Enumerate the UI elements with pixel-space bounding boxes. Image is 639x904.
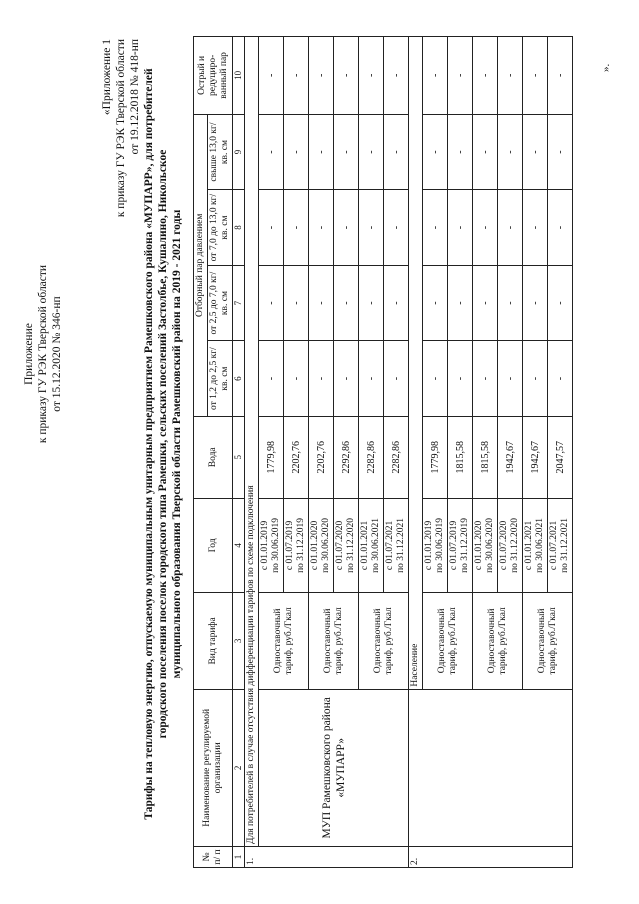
dash-cell: - (334, 265, 359, 341)
dash-cell: - (548, 265, 573, 341)
col-number: 8 (233, 190, 245, 266)
prior-appendix-line1: «Приложение 1 (101, 39, 113, 116)
dash-cell: - (384, 114, 409, 190)
dash-cell: - (259, 265, 284, 341)
section1-number: 1. (245, 847, 409, 868)
section1-heading-row (245, 37, 259, 868)
dash-cell: - (473, 190, 498, 266)
period-to: по 30.06.2021 (535, 517, 545, 573)
period-to: по 30.06.2021 (371, 517, 381, 573)
dash-cell: - (498, 37, 523, 115)
dash-cell: - (423, 341, 448, 417)
dash-cell: - (448, 341, 473, 417)
header-sharp-steam: Острый и редуциро- ванный пар (194, 37, 233, 115)
water-value: 2282,86 (359, 416, 384, 498)
water-value: 2202,76 (309, 416, 334, 498)
period (334, 498, 359, 592)
dash-cell: - (334, 37, 359, 115)
dash-cell: - (423, 190, 448, 266)
period-to: по 30.06.2020 (321, 517, 331, 573)
header-selected-steam: Отборный пар давлением (194, 114, 208, 416)
dash-cell: - (284, 190, 309, 266)
water-value: 2282,86 (384, 416, 409, 498)
prior-appendix-line2: к приказу ГУ РЭК Тверской области (115, 39, 127, 218)
period (473, 498, 498, 592)
period-from: с 01.07.2020 (499, 520, 509, 571)
dash-cell: - (498, 341, 523, 417)
dash-cell: - (448, 37, 473, 115)
tariff-type: Одноставочный тариф, руб./Гкал (473, 593, 523, 690)
appendix-header-line3: от 15.12.2020 № 346-нп (51, 296, 63, 412)
water-value: 1815,58 (448, 416, 473, 498)
tariff-type: Одноставочный тариф, руб./Гкал (309, 593, 359, 690)
period-from: с 01.07.2020 (335, 520, 345, 571)
water-value: 2047,57 (548, 416, 573, 498)
dash-cell: - (498, 114, 523, 190)
dash-cell: - (284, 265, 309, 341)
tariff-type: Одноставочный тариф, руб./Гкал (259, 593, 309, 690)
appendix-header-line2: к приказу ГУ РЭК Тверской области (37, 264, 49, 444)
dash-cell: - (284, 37, 309, 115)
dash-cell: - (473, 114, 498, 190)
tariff-type: Одноставочный тариф, руб./Гкал (523, 593, 573, 690)
dash-cell: - (473, 265, 498, 341)
header-pressure-1: от 1,2 до 2,5 кг/кв. см (208, 341, 233, 417)
col-number: 4 (233, 498, 245, 592)
title-line2: городского поселения поселок городского типа Рамешки, сельских поселений Застолбье, Кушалино, Никольское (157, 149, 169, 739)
col-number: 5 (233, 416, 245, 498)
period (498, 498, 523, 592)
period (523, 498, 548, 592)
water-value: 1942,67 (523, 416, 548, 498)
section1-label: Для потребителей в случае отсутствия дифференциации тарифов по схеме подключения (245, 37, 259, 847)
dash-cell: - (423, 114, 448, 190)
document-title (142, 14, 184, 874)
tariff-table (193, 36, 573, 868)
period-to: по 30.06.2019 (271, 517, 281, 573)
header-tariff: Вид тарифа (194, 593, 233, 690)
prior-appendix-line3: от 19.12.2018 № 418-нп (129, 39, 141, 155)
water-value: 1942,67 (498, 416, 523, 498)
prior-appendix-header (100, 39, 142, 424)
col-number: 2 (233, 689, 245, 846)
column-numbers-row (233, 37, 245, 868)
dash-cell: - (359, 37, 384, 115)
dash-cell: - (259, 37, 284, 115)
period-from: с 01.01.2021 (360, 520, 370, 571)
dash-cell: - (309, 190, 334, 266)
col-number: 7 (233, 265, 245, 341)
section2-number: 2. (409, 847, 573, 868)
dash-cell: - (284, 114, 309, 190)
organization-name: МУП Рамешковского района «МУПАРР» (259, 689, 409, 846)
appendix-header-line1: Приложение (23, 323, 35, 385)
tariff-type: Одноставочный тариф, руб./Гкал (359, 593, 409, 690)
dash-cell: - (548, 114, 573, 190)
dash-cell: - (523, 265, 548, 341)
period-to: по 30.06.2020 (485, 517, 495, 573)
header-org: Наименование регулируемой организации (194, 689, 233, 846)
period-from: с 01.07.2019 (449, 520, 459, 571)
period (309, 498, 334, 592)
header-water: Вода (194, 416, 233, 498)
closing-quote: ». (600, 63, 612, 72)
col-number: 6 (233, 341, 245, 417)
header-row-1 (194, 37, 208, 868)
dash-cell: - (359, 190, 384, 266)
dash-cell: - (548, 37, 573, 115)
dash-cell: - (309, 114, 334, 190)
dash-cell: - (448, 114, 473, 190)
dash-cell: - (384, 190, 409, 266)
water-value: 2202,76 (284, 416, 309, 498)
period-to: по 31.12.2021 (560, 517, 570, 573)
dash-cell: - (384, 265, 409, 341)
organization-cell-empty (409, 689, 573, 846)
dash-cell: - (284, 341, 309, 417)
period (259, 498, 284, 592)
dash-cell: - (448, 265, 473, 341)
dash-cell: - (384, 37, 409, 115)
water-value: 1779,98 (259, 416, 284, 498)
dash-cell: - (334, 341, 359, 417)
dash-cell: - (473, 341, 498, 417)
dash-cell: - (259, 190, 284, 266)
dash-cell: - (259, 341, 284, 417)
water-value: 1815,58 (473, 416, 498, 498)
dash-cell: - (498, 190, 523, 266)
tariff-type: Одноставочный тариф, руб./Гкал (423, 593, 473, 690)
period-from: с 01.07.2019 (285, 520, 295, 571)
header-year: Год (194, 498, 233, 592)
dash-cell: - (523, 37, 548, 115)
section2-heading-row (409, 37, 423, 868)
dash-cell: - (259, 114, 284, 190)
period-to: по 30.06.2019 (435, 517, 445, 573)
dash-cell: - (548, 190, 573, 266)
period-to: по 31.12.2019 (296, 517, 306, 573)
title-line3: муниципального образования Тверской области Рамешковский район на 2019 - 2021 годы (171, 209, 183, 679)
dash-cell: - (423, 37, 448, 115)
section2-label: Население (409, 37, 423, 690)
period-from: с 01.07.2021 (385, 520, 395, 571)
dash-cell: - (359, 265, 384, 341)
dash-cell: - (498, 265, 523, 341)
period-from: с 01.01.2021 (524, 520, 534, 571)
period-from: с 01.07.2021 (549, 520, 559, 571)
water-value: 2292,86 (334, 416, 359, 498)
dash-cell: - (309, 37, 334, 115)
dash-cell: - (448, 190, 473, 266)
dash-cell: - (523, 341, 548, 417)
dash-cell: - (334, 114, 359, 190)
water-value: 1779,98 (423, 416, 448, 498)
dash-cell: - (523, 114, 548, 190)
period-from: с 01.01.2019 (260, 520, 270, 571)
period-from: с 01.01.2020 (474, 520, 484, 571)
appendix-header (22, 164, 64, 544)
dash-cell: - (334, 190, 359, 266)
dash-cell: - (309, 341, 334, 417)
period (284, 498, 309, 592)
dash-cell: - (423, 265, 448, 341)
period-from: с 01.01.2019 (424, 520, 434, 571)
col-number: 10 (233, 37, 245, 115)
period (448, 498, 473, 592)
period-to: по 31.12.2021 (396, 517, 406, 573)
dash-cell: - (473, 37, 498, 115)
period-to: по 31.12.2020 (510, 517, 520, 573)
col-number: 1 (233, 847, 245, 868)
dash-cell: - (359, 114, 384, 190)
period (423, 498, 448, 592)
title-line1: Тарифы на тепловую энергию, отпускаемую муниципальным унитарным предприятием Рамешковского района «МУПАРР», для потребителей (143, 68, 155, 820)
header-no: № п/ п (194, 847, 233, 868)
header-pressure-3: от 7,0 до 13,0 кг/кв. см (208, 190, 233, 266)
period (384, 498, 409, 592)
period (359, 498, 384, 592)
dash-cell: - (523, 190, 548, 266)
dash-cell: - (548, 341, 573, 417)
dash-cell: - (384, 341, 409, 417)
period-to: по 31.12.2020 (346, 517, 356, 573)
table-row (259, 37, 284, 868)
dash-cell: - (359, 341, 384, 417)
period-from: с 01.01.2020 (310, 520, 320, 571)
dash-cell: - (309, 265, 334, 341)
header-pressure-2: от 2,5 до 7,0 кг/кв. см (208, 265, 233, 341)
period-to: по 31.12.2019 (460, 517, 470, 573)
col-number: 9 (233, 114, 245, 190)
col-number: 3 (233, 593, 245, 690)
header-pressure-4: свыше 13,0 кг/кв. см (208, 114, 233, 190)
period (548, 498, 573, 592)
